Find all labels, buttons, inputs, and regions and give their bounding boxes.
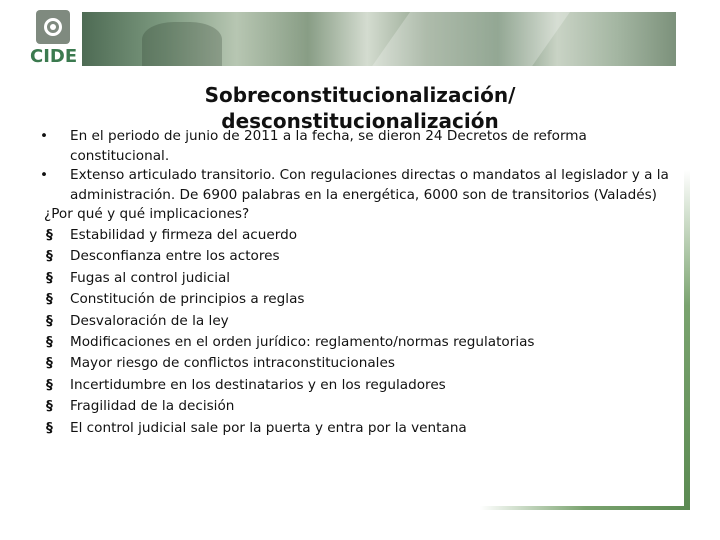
slide-title xyxy=(0,82,720,134)
paragraph-text: En el periodo de junio de 2011 a la fecha, se dieron 24 Decretos de reforma constitucional. xyxy=(70,128,587,164)
list-item xyxy=(40,225,680,246)
list-item xyxy=(40,311,680,332)
question-heading: ¿Por qué y qué implicaciones? xyxy=(44,206,250,223)
section-bullet-icon xyxy=(46,396,53,417)
section-bullet-icon xyxy=(46,225,53,246)
list-item-text: Fugas al control judicial xyxy=(70,269,231,286)
slide-body xyxy=(40,127,680,439)
paragraph-text: Extenso articulado transitorio. Con regulaciones directas o mandatos al legislador y a la administración. De 6900 palabras en la energética, 6000 son de transitorios (Valadés) xyxy=(70,167,669,203)
cide-logo xyxy=(30,10,76,70)
section-bullet-icon xyxy=(46,311,53,332)
section-bullet-icon xyxy=(46,268,53,289)
list-item-text: Mayor riesgo de conflictos intraconstitucionales xyxy=(70,355,395,372)
title-line-2: desconstitucionalización xyxy=(221,109,499,133)
implications-list xyxy=(40,225,680,439)
section-bullet-icon xyxy=(46,375,53,396)
section-bullet-icon xyxy=(46,289,53,310)
list-item-text: El control judicial sale por la puerta y entra por la ventana xyxy=(70,419,467,436)
list-item xyxy=(40,289,680,310)
section-bullet-icon xyxy=(46,418,53,439)
header-photo-banner xyxy=(82,12,676,66)
section-bullet-icon xyxy=(46,353,53,374)
cide-emblem-icon xyxy=(36,10,70,44)
section-bullet-icon xyxy=(46,332,53,353)
list-item xyxy=(40,332,680,353)
logo-text: CIDE xyxy=(30,46,78,67)
section-bullet-icon xyxy=(46,246,53,267)
list-item xyxy=(40,375,680,396)
bullet-paragraph xyxy=(40,166,680,205)
list-item-text: Desvaloración de la ley xyxy=(70,312,229,329)
list-item-text: Incertidumbre en los destinatarios y en los reguladores xyxy=(70,376,446,393)
list-item xyxy=(40,246,680,267)
list-item-text: Constitución de principios a reglas xyxy=(70,291,305,308)
list-item-text: Modificaciones en el orden jurídico: reglamento/normas regulatorias xyxy=(70,334,535,350)
list-item-text: Desconfianza entre los actores xyxy=(70,248,280,265)
bullet-icon xyxy=(40,166,60,186)
decorative-horizontal-rule xyxy=(480,506,690,510)
list-item xyxy=(40,353,680,374)
list-item xyxy=(40,268,680,289)
decorative-vertical-rule xyxy=(684,170,690,510)
list-item-text: Estabilidad y firmeza del acuerdo xyxy=(70,226,298,243)
list-item xyxy=(40,396,680,417)
list-item-text: Fragilidad de la decisión xyxy=(70,398,235,415)
title-line-1: Sobreconstitucionalización/ xyxy=(204,83,516,107)
list-item xyxy=(40,418,680,439)
